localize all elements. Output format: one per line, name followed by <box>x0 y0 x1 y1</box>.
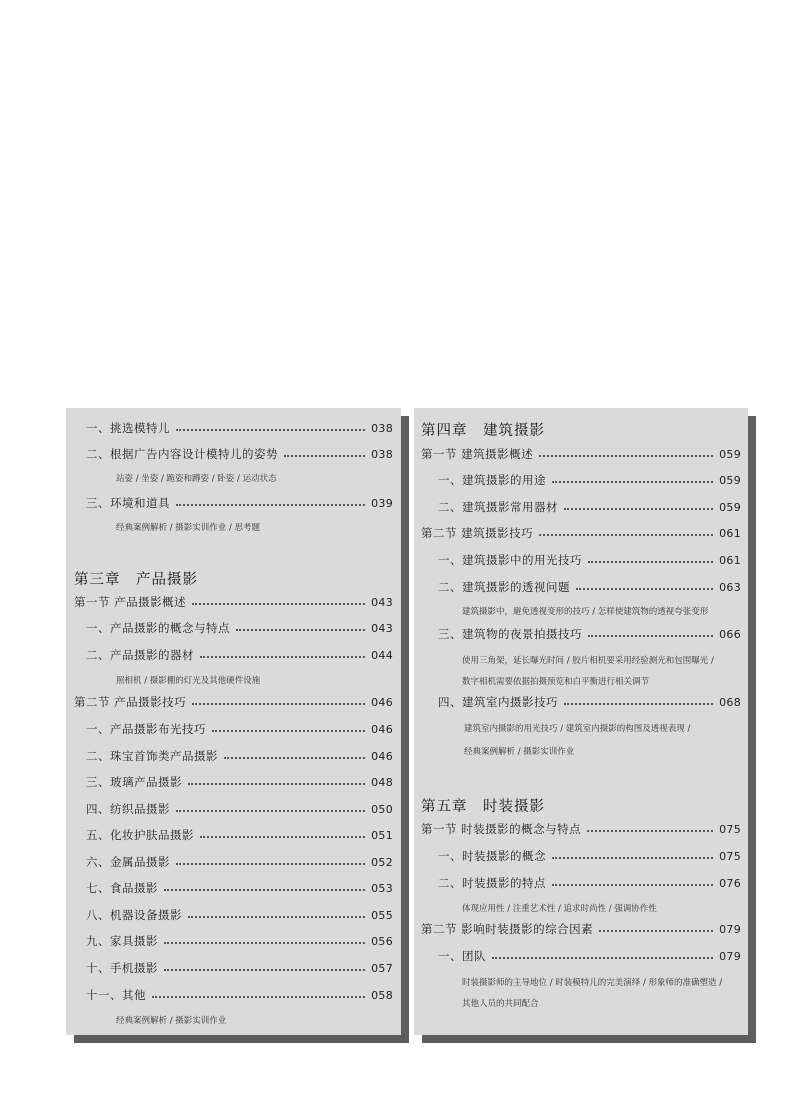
section-entry[interactable] <box>421 920 741 938</box>
toc-entry[interactable] <box>438 498 741 516</box>
leader-dots <box>200 656 365 658</box>
toc-entry[interactable] <box>86 720 393 738</box>
toc-entry-label: 一、建筑摄影的用途 <box>438 473 546 487</box>
leader-dots <box>539 455 713 457</box>
toc-note: 体现应用性 / 注重艺术性 / 追求时尚性 / 强调协作性 <box>462 904 657 914</box>
leader-dots <box>176 504 365 506</box>
toc-entry-label: 二、建筑摄影的透视问题 <box>438 580 570 594</box>
left-page <box>66 408 401 1035</box>
toc-entry-label: 四、建筑室内摄影技巧 <box>438 695 558 709</box>
toc-entry[interactable] <box>86 619 393 637</box>
toc-note: 照相机 / 摄影棚的灯光及其他硬件设施 <box>116 676 261 686</box>
toc-entry-page: 061 <box>719 553 741 567</box>
section-page: 061 <box>719 526 741 540</box>
toc-entry-page: 076 <box>719 876 741 890</box>
leader-dots <box>588 635 713 637</box>
leader-dots <box>587 830 713 832</box>
leader-dots <box>576 588 713 590</box>
chapter-title: 第三章 产品摄影 <box>74 572 198 588</box>
toc-entry[interactable] <box>86 747 393 765</box>
toc-entry[interactable] <box>438 578 741 596</box>
toc-entry-label: 二、产品摄影的器材 <box>86 648 194 662</box>
toc-entry[interactable] <box>438 551 741 569</box>
toc-entry[interactable] <box>438 847 741 865</box>
leader-dots <box>224 757 365 759</box>
leader-dots <box>552 481 713 483</box>
toc-entry[interactable] <box>86 646 393 664</box>
toc-note: 使用三角架，延长曝光时间 / 胶片相机要采用经验测光和包围曝光 / <box>462 656 714 666</box>
toc-entry-page: 056 <box>371 934 393 948</box>
leader-dots <box>599 930 713 932</box>
toc-entry-label: 一、时装摄影的概念 <box>438 849 546 863</box>
toc-entry-label: 七、食品摄影 <box>86 881 158 895</box>
chapter-title: 第四章 建筑摄影 <box>421 423 545 439</box>
leader-dots <box>176 810 365 812</box>
toc-entry-label: 一、产品摄影的概念与特点 <box>86 621 230 635</box>
section-page: 059 <box>719 447 741 461</box>
toc-entry[interactable] <box>86 773 393 791</box>
toc-note: 时装摄影师的主导地位 / 时装模特儿的完美演绎 / 形象师的准确塑造 / <box>462 978 723 988</box>
leader-dots <box>564 703 713 705</box>
toc-entry-label: 一、团队 <box>438 949 486 963</box>
toc-entry-page: 068 <box>719 695 741 709</box>
toc-entry-label: 三、环境和道具 <box>86 496 170 510</box>
toc-entry[interactable] <box>438 693 741 711</box>
toc-entry-page: 038 <box>371 447 393 461</box>
toc-entry-label: 五、化妆护肤品摄影 <box>86 828 194 842</box>
section-page: 046 <box>371 695 393 709</box>
toc-entry[interactable] <box>86 932 393 950</box>
section-label: 第一节 产品摄影概述 <box>74 595 187 609</box>
toc-entry[interactable] <box>438 471 741 489</box>
toc-entry-page: 048 <box>371 775 393 789</box>
toc-entry-page: 057 <box>371 961 393 975</box>
toc-entry-page: 063 <box>719 580 741 594</box>
leader-dots <box>188 783 365 785</box>
section-page: 075 <box>719 822 741 836</box>
toc-entry-label: 八、机器设备摄影 <box>86 908 182 922</box>
toc-entry-page: 046 <box>371 722 393 736</box>
right-page <box>414 408 748 1035</box>
toc-entry-label: 六、金属品摄影 <box>86 855 170 869</box>
leader-dots <box>552 857 713 859</box>
toc-note: 数字相机需要依据拍摄预览和白平衡进行相关调节 <box>462 677 650 687</box>
leader-dots <box>212 730 365 732</box>
leader-dots <box>200 836 365 838</box>
toc-entry-label: 一、挑选模特儿 <box>86 421 170 435</box>
toc-entry[interactable] <box>86 419 393 437</box>
toc-entry-page: 055 <box>371 908 393 922</box>
toc-entry-label: 一、建筑摄影中的用光技巧 <box>438 553 582 567</box>
toc-entry-page: 058 <box>371 988 393 1002</box>
leader-dots <box>539 534 713 536</box>
toc-entry-label: 二、时装摄影的特点 <box>438 876 546 890</box>
leader-dots <box>552 884 713 886</box>
toc-entry-label: 一、产品摄影布光技巧 <box>86 722 206 736</box>
toc-entry-page: 038 <box>371 421 393 435</box>
section-label: 第一节 建筑摄影概述 <box>421 447 534 461</box>
toc-entry-page: 075 <box>719 849 741 863</box>
toc-entry[interactable] <box>86 853 393 871</box>
toc-entry[interactable] <box>86 494 393 512</box>
toc-entry-page: 039 <box>371 496 393 510</box>
leader-dots <box>284 455 365 457</box>
section-label: 第二节 影响时装摄影的综合因素 <box>421 922 594 936</box>
toc-entry-label: 十、手机摄影 <box>86 961 158 975</box>
toc-entry-page: 052 <box>371 855 393 869</box>
toc-entry-page: 046 <box>371 749 393 763</box>
leader-dots <box>588 561 713 563</box>
section-page: 043 <box>371 595 393 609</box>
toc-note: 经典案例解析 / 摄影实训作业 / 思考题 <box>116 523 261 533</box>
toc-note: 经典案例解析 / 摄影实训作业 <box>464 747 575 757</box>
toc-entry[interactable] <box>86 959 393 977</box>
leader-dots <box>188 916 365 918</box>
leader-dots <box>176 863 365 865</box>
leader-dots <box>236 629 365 631</box>
toc-entry-page: 044 <box>371 648 393 662</box>
toc-entry[interactable] <box>86 986 393 1004</box>
toc-entry[interactable] <box>86 879 393 897</box>
toc-note: 建筑摄影中，避免透视变形的技巧 / 怎样使建筑物的透视夸张变形 <box>462 607 709 617</box>
toc-entry[interactable] <box>438 625 741 643</box>
toc-entry-label: 四、纺织品摄影 <box>86 802 170 816</box>
toc-entry-page: 059 <box>719 500 741 514</box>
leader-dots <box>192 603 365 605</box>
toc-note: 其他人员的共同配合 <box>462 999 539 1009</box>
toc-entry-page: 050 <box>371 802 393 816</box>
section-label: 第一节 时装摄影的概念与特点 <box>421 822 582 836</box>
toc-entry-page: 053 <box>371 881 393 895</box>
leader-dots <box>152 996 365 998</box>
toc-entry-page: 079 <box>719 949 741 963</box>
leader-dots <box>564 508 713 510</box>
chapter-title: 第五章 时装摄影 <box>421 799 545 815</box>
leader-dots <box>492 957 713 959</box>
section-entry[interactable] <box>421 524 741 542</box>
toc-entry-label: 九、家具摄影 <box>86 934 158 948</box>
leader-dots <box>164 969 365 971</box>
section-page: 079 <box>719 922 741 936</box>
toc-entry-page: 066 <box>719 627 741 641</box>
toc-note: 站姿 / 坐姿 / 跪姿和蹲姿 / 卧姿 / 运动状态 <box>116 474 277 484</box>
toc-note: 建筑室内摄影的用光技巧 / 建筑室内摄影的构图及透视表现 / <box>464 724 691 734</box>
toc-entry[interactable] <box>438 874 741 892</box>
toc-entry-page: 059 <box>719 473 741 487</box>
section-entry[interactable] <box>74 593 393 611</box>
toc-entry[interactable] <box>438 947 741 965</box>
toc-entry-label: 二、根据广告内容设计模特儿的姿势 <box>86 447 278 461</box>
section-label: 第二节 建筑摄影技巧 <box>421 526 534 540</box>
leader-dots <box>164 889 365 891</box>
toc-entry-label: 十一、其他 <box>86 988 146 1002</box>
leader-dots <box>192 703 365 705</box>
leader-dots <box>164 942 365 944</box>
toc-note: 经典案例解析 / 摄影实训作业 <box>116 1016 227 1026</box>
toc-entry-label: 三、建筑物的夜景拍摄技巧 <box>438 627 582 641</box>
toc-entry[interactable] <box>86 445 393 463</box>
toc-entry-label: 三、玻璃产品摄影 <box>86 775 182 789</box>
section-entry[interactable] <box>74 693 393 711</box>
section-entry[interactable] <box>421 445 741 463</box>
leader-dots <box>176 429 365 431</box>
toc-entry-page: 043 <box>371 621 393 635</box>
toc-entry[interactable] <box>86 826 393 844</box>
toc-entry-label: 二、建筑摄影常用器材 <box>438 500 558 514</box>
toc-entry-label: 二、珠宝首饰类产品摄影 <box>86 749 218 763</box>
toc-entry[interactable] <box>86 906 393 924</box>
section-entry[interactable] <box>421 820 741 838</box>
toc-entry[interactable] <box>86 800 393 818</box>
toc-entry-page: 051 <box>371 828 393 842</box>
section-label: 第二节 产品摄影技巧 <box>74 695 187 709</box>
